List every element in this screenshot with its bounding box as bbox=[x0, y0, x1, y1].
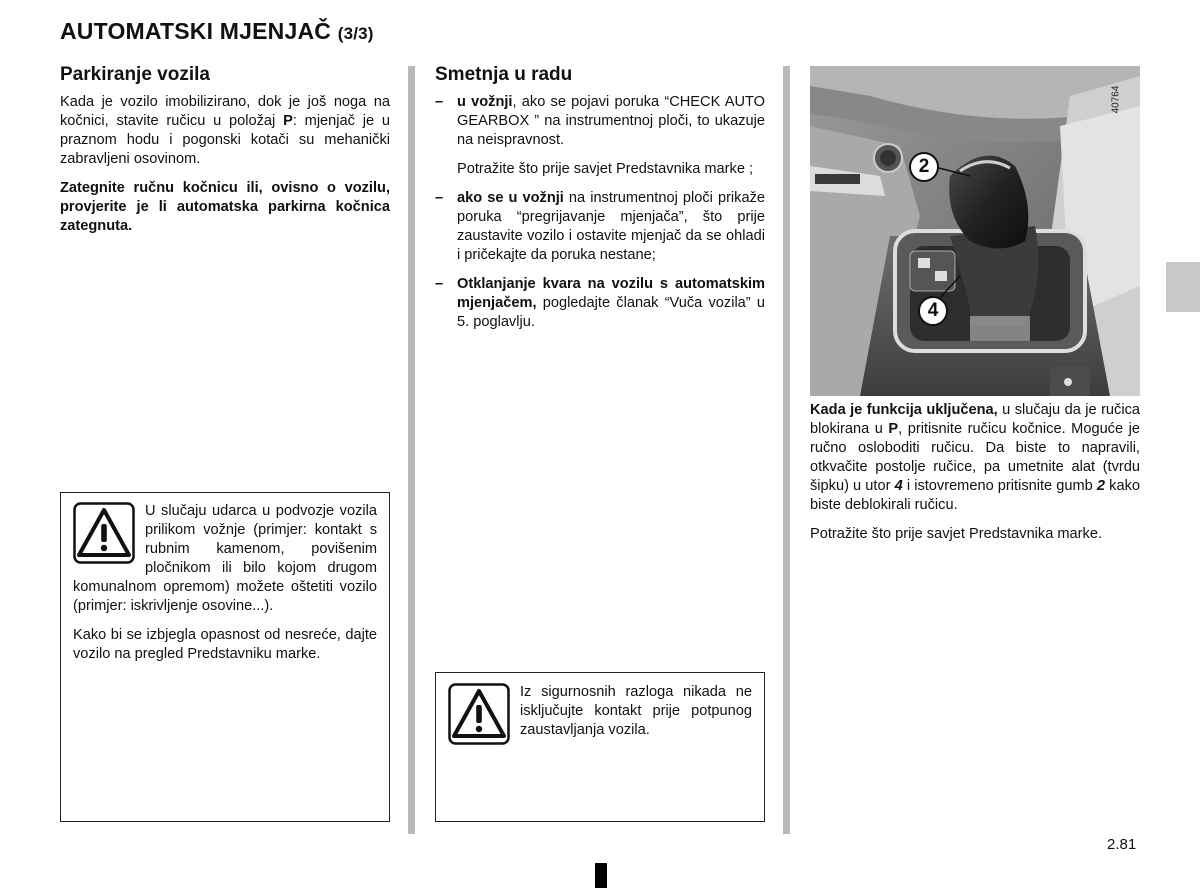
middle-body bbox=[435, 93, 765, 342]
list-item: – ako se u vožnji na instrumentnoj ploči prikaže poruka “pregrijavanje mjenjača”, što prije zaustavite vozilo i ostavite mjenjač da se ohladi i pričekajte da poruka nestane; bbox=[435, 190, 765, 263]
list-item: – u vožnji, ako se pojavi poruka “CHECK AUTO GEARBOX ” na instrumentnoj ploči, to ukazuje na neispravnost. Potražite što prije savjet Predstavnika marke ; bbox=[435, 94, 765, 177]
left-paragraph-1: Kada je vozilo imobilizirano, dok je još noga na kočnici, stavite ručicu u položaj P: mjenjač je u praznom hodu i pogonski kotači su mehanički zabravljeni osovinom. bbox=[60, 94, 390, 167]
left-heading: Parkiranje vozila bbox=[60, 64, 210, 85]
print-mark bbox=[595, 863, 607, 888]
page-title bbox=[60, 18, 374, 45]
warning-triangle-icon bbox=[73, 502, 135, 564]
warning-triangle-icon bbox=[448, 683, 510, 745]
right-body bbox=[810, 401, 1140, 554]
title-text: AUTOMATSKI MJENJAČ bbox=[60, 18, 332, 44]
warning-box-middle bbox=[435, 672, 765, 822]
right-paragraph-1: Kada je funkcija uključena, u slučaju da je ručica blokirana u P, pritisnite ručicu kočnice. Moguće je ručno osloboditi ručicu. Da biste to napravili, otkvačite postolje ručice, pa umetnite alat (tvrdu šipku) u utor 4 i istovremeno pritisnite gumb 2 kako biste deblokirali ručicu. bbox=[810, 402, 1140, 513]
list-item: – Otklanjanje kvara na vozilu s automatskim mjenjačem, pogledajte članak “Vuča vozila” u 5. poglavlju. bbox=[435, 276, 765, 330]
warning-left-paragraph-2: Kako bi se izbjegla opasnost od nesreće, dajte vozilo na pregled Predstavniku marke. bbox=[73, 627, 377, 662]
title-part: (3/3) bbox=[337, 24, 374, 43]
warning-middle-text: Iz sigurnosnih razloga nikada ne isključujte kontakt prije potpunog zaustavljanja vozila. bbox=[520, 684, 752, 738]
left-paragraph-2: Zategnite ručnu kočnicu ili, ovisno o vozilu, provjerite je li automatska parkirna kočnica zategnuta. bbox=[60, 180, 390, 234]
right-paragraph-2: Potražite što prije savjet Predstavnika marke. bbox=[810, 526, 1102, 542]
page-number: 2.81 bbox=[1107, 836, 1137, 853]
column-divider-left bbox=[408, 66, 415, 834]
column-divider-right bbox=[783, 66, 790, 834]
warning-box-left bbox=[60, 492, 390, 822]
warning-left-paragraph-1: U slučaju udarca u podvozje vozila prilikom vožnje (primjer: kontakt s rubnim kamenom, povišenim pločnikom ili bilo kojom drugom komunalnom opremom) možete oštetiti vozilo (primjer: iskrivljenje osovine...). bbox=[73, 503, 377, 614]
left-body bbox=[60, 93, 390, 246]
gear-lever-photo bbox=[810, 66, 1140, 396]
callout-2: 2 bbox=[909, 152, 939, 182]
chapter-tab bbox=[1166, 262, 1200, 312]
middle-heading: Smetnja u radu bbox=[435, 64, 573, 85]
figure-code: 40764 bbox=[1110, 85, 1122, 114]
callout-4: 4 bbox=[918, 296, 948, 326]
